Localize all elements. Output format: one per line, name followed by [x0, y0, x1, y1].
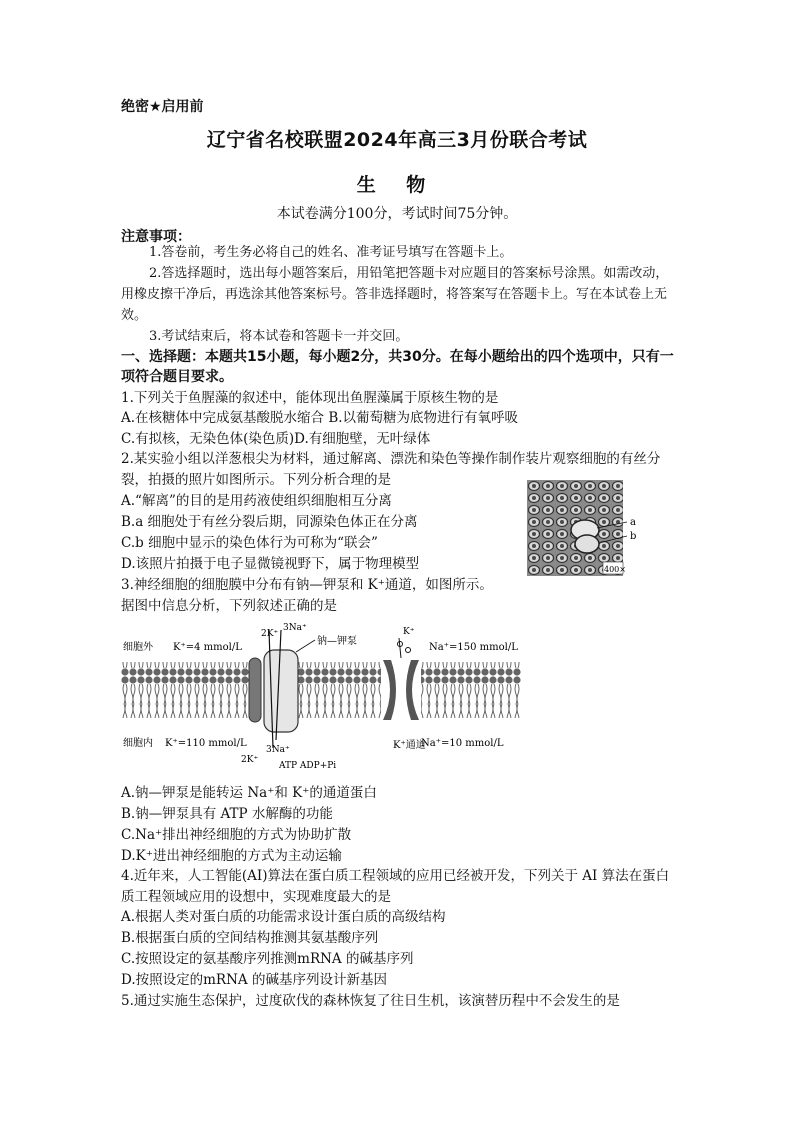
note-3: 3.考试结束后，将本试卷和答题卡一并交回。	[149, 329, 409, 344]
label-k-out: K⁺=4 mmol/L	[173, 642, 242, 653]
note-2: 2.答选择题时，选出每小题答案后，用铅笔把答题卡对应题目的答案标号涂黑。如需改动，用橡皮擦干净后，再选涂其他答案标号。答非选择题时，将答案写在答题卡上。写在本试卷上无效。	[121, 266, 669, 323]
q4-option-b: B.根据蛋白质的空间结构推测其氨基酸序列	[121, 930, 379, 946]
q1-options-cd: C.有拟核，无染色体(染色质)D.有细胞壁，无叶绿体	[121, 431, 431, 447]
q2-option-c: C.b 细胞中显示的染色体行为可称为“联会”	[121, 535, 378, 551]
label-k-channel: K⁺通道	[393, 740, 426, 751]
label-pump: 钠—钾泵	[317, 636, 357, 647]
q2-stem: 2.某实验小组以洋葱根尖为材料，通过解离、漂洗和染色等操作制作装片观察细胞的有丝分裂，拍摄的照片如图所示。下列分析合理的是	[121, 451, 661, 488]
magnification-label: 400×	[604, 565, 626, 574]
q4-option-d: D.按照设定的mRNA 的碱基序列设计新基因	[121, 972, 387, 988]
q3-option-a: A.钠—钾泵是能转运 Na⁺和 K⁺的通道蛋白	[121, 785, 377, 801]
k-channel-left	[383, 660, 396, 720]
micrograph-figure	[527, 480, 641, 576]
label-3na-bottom: 3Na⁺	[266, 745, 290, 755]
note-1: 1.答卷前，考生务必将自己的姓名、准考证号填写在答题卡上。	[149, 245, 513, 260]
q1-options-ab: A.在核糖体中完成氨基酸脱水缩合 B.以葡萄糖为底物进行有氧呼吸	[121, 410, 519, 426]
exam-title: 辽宁省名校联盟2024年高三3月份联合考试	[206, 129, 588, 151]
sodium-potassium-pump	[264, 650, 298, 732]
exam-meta: 本试卷满分100分，考试时间75分钟。	[276, 206, 518, 222]
label-k-in: K⁺=110 mmol/L	[165, 738, 247, 749]
q2-option-a: A.“解离”的目的是用药液使组织细胞相互分离	[121, 493, 392, 509]
label-a: a	[630, 517, 636, 528]
q1-stem: 1.下列关于鱼腥藻的叙述中，能体现出鱼腥藻属于原核生物的是	[121, 390, 499, 406]
label-inside: 细胞内	[123, 738, 153, 749]
q3-option-b: B.钠—钾泵具有 ATP 水解酶的功能	[121, 806, 333, 822]
lipid-bilayer	[121, 662, 521, 718]
label-3na-top: 3Na⁺	[283, 623, 307, 633]
membrane-figure	[121, 620, 521, 770]
q3-option-d: D.K⁺进出神经细胞的方式为主动运输	[121, 848, 342, 864]
label-2k-top: 2K⁺	[261, 629, 279, 639]
q4-stem: 4.近年来，人工智能(AI)算法在蛋白质工程领域的应用已经被开发，下列关于 AI 算法在蛋白质工程领域应用的设想中，实现难度最大的是	[121, 868, 670, 905]
q5-stem: 5.通过实施生态保护，过度砍伐的森林恢复了往日生机，该演替历程中不会发生的是	[121, 993, 620, 1009]
label-k-ion: K⁺	[403, 627, 415, 637]
q4-option-a: A.根据人类对蛋白质的功能需求设计蛋白质的高级结构	[121, 909, 446, 925]
q3-stem-line1: 3.神经细胞的细胞膜中分布有钠—钾泵和 K⁺通道，如图所示。	[121, 577, 493, 593]
confidential-mark: 绝密★启用前	[121, 99, 204, 115]
section-heading: 一、选择题：本题共15小题，每小题2分，共30分。在每小题给出的四个选项中，只有一项符合题目要求。	[121, 349, 674, 385]
q2-option-d: D.该照片拍摄于电子显微镜视野下，属于物理模型	[121, 556, 420, 572]
k-channel-right	[406, 660, 419, 720]
q3-option-c: C.Na⁺排出神经细胞的方式为协助扩散	[121, 827, 352, 843]
label-2k-bottom: 2K⁺	[241, 755, 259, 765]
label-na-out: Na⁺=150 mmol/L	[429, 642, 518, 653]
cell-b	[575, 535, 599, 553]
q2-option-b: B.a 细胞处于有丝分裂后期，同源染色体正在分离	[121, 514, 418, 530]
label-atp: ATP ADP+Pi	[279, 761, 337, 770]
label-outside: 细胞外	[123, 642, 153, 653]
label-b: b	[630, 531, 637, 542]
subject-title: 生 物	[356, 174, 438, 196]
q3-stem-line2: 据图中信息分析，下列叙述正确的是	[121, 598, 337, 614]
notes-heading: 注意事项：	[121, 229, 191, 245]
q4-option-c: C.按照设定的氨基酸序列推测mRNA 的碱基序列	[121, 951, 414, 967]
pump-left-subunit	[249, 658, 261, 722]
label-na-in: Na⁺=10 mmol/L	[421, 738, 504, 749]
